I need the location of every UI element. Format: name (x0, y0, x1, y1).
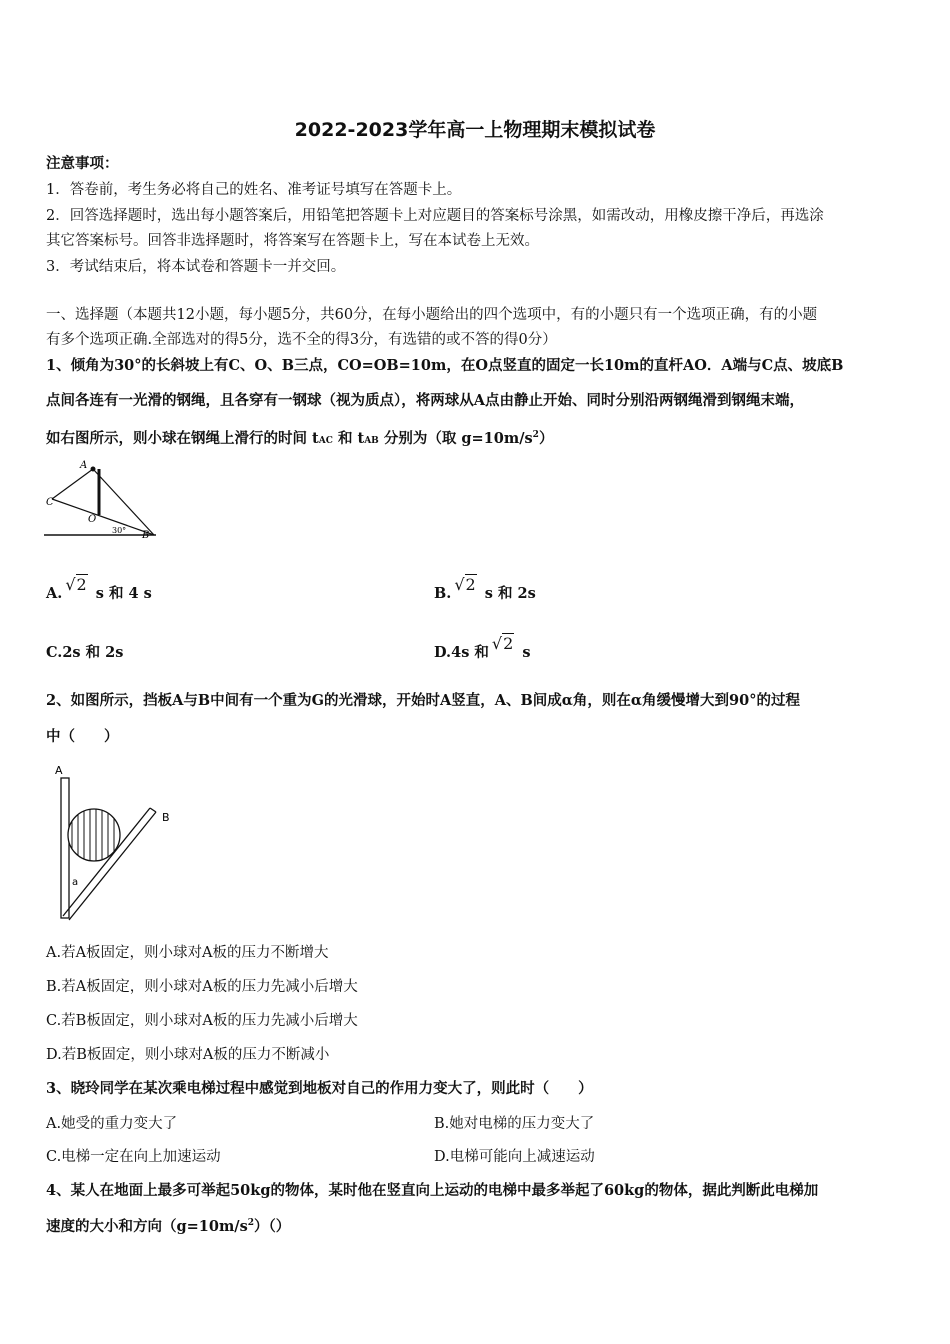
fig-label-a: A (55, 764, 63, 777)
q4-stem: 速度的大小和方向$(g=10m/s^2)()$ (46, 1218, 291, 1235)
q2-stem: 中（ ） (46, 728, 119, 745)
fig-label-b: B (162, 811, 170, 824)
notice-heading: 注意事项： (46, 155, 119, 172)
q1-stem: 1、倾角为30°的长斜坡上有C、O、B三点，CO=OB=10m，在O点竖直的固定一长10m的直杆AO．A端与C点、坡底B (46, 357, 844, 374)
section-heading: 一、选择题（本题共12小题，每小题5分，共60分，在每小题给出的四个选项中，有的小题只有一个选项正确，有的小题 (46, 307, 818, 323)
q2-figure (50, 760, 180, 925)
fig-label-angle: 30° (112, 526, 127, 535)
q2-option-b[interactable]: B.若A板固定，则小球对A板的压力先减小后增大 (46, 979, 358, 995)
q1-option-a[interactable]: A. √2 s 和 4 s (46, 575, 152, 602)
q2-option-d[interactable]: D.若B板固定，则小球对A板的压力不断减小 (46, 1047, 330, 1063)
q1-option-c[interactable]: C.2s 和 2s (46, 644, 124, 661)
q2-option-a[interactable]: A.若A板固定，则小球对A板的压力不断增大 (46, 945, 329, 961)
q1-option-b[interactable]: B. √2 s 和 2s (434, 575, 536, 602)
fig-label-b: B (142, 530, 150, 541)
fig-label-alpha: a (72, 877, 79, 888)
q4-stem: 4、某人在地面上最多可举起50kg的物体，某时他在竖直向上运动的电梯中最多举起了60kg的物体，据此判断此电梯加 (46, 1182, 819, 1199)
q2-stem: 2、如图所示，挡板A与B中间有一个重为G的光滑球，开始时A竖直，A、B间成α角，则在α角缓慢增大到90°的过程 (46, 692, 800, 709)
fig-label-o: O (88, 514, 97, 525)
notice-item: 1．答卷前，考生务必将自己的姓名、准考证号填写在答题卡上。 (46, 182, 462, 198)
q3-option-a[interactable]: A.她受的重力变大了 (46, 1116, 178, 1132)
section-heading: 有多个选项正确.全部选对的得5分，选不全的得3分，有选错的或不答的得0分） (46, 332, 557, 348)
notice-item: 3．考试结束后，将本试卷和答题卡一并交回。 (46, 259, 346, 275)
q3-option-d[interactable]: D.电梯可能向上减速运动 (434, 1149, 595, 1165)
fig-label-a: A (80, 460, 88, 471)
notice-item: 2．回答选择题时，选出每小题答案后，用铅笔把答题卡上对应题目的答案标号涂黑，如需改动，用橡皮擦干净后，再选涂 (46, 208, 824, 224)
q1-stem: 如右图所示，则小球在钢绳上滑行的时间 tAC 和 tAB 分别为（取 $g=10m/s^2$） (46, 430, 554, 447)
q3-stem: 3、晓玲同学在某次乘电梯过程中感觉到地板对自己的作用力变大了，则此时（ ） (46, 1080, 593, 1097)
q1-option-d[interactable]: D.4s 和 √2 s (434, 634, 531, 661)
q3-option-c[interactable]: C.电梯一定在向上加速运动 (46, 1149, 221, 1165)
q1-stem: 点间各连有一光滑的钢绳，且各穿有一钢球（视为质点），将两球从A点由静止开始、同时分别沿两钢绳滑到钢绳末端， (46, 392, 804, 409)
notice-item: 其它答案标号。回答非选择题时，将答案写在答题卡上，写在本试卷上无效。 (46, 233, 539, 249)
q2-option-c[interactable]: C.若B板固定，则小球对A板的压力先减小后增大 (46, 1013, 358, 1029)
q3-option-b[interactable]: B.她对电梯的压力变大了 (434, 1116, 595, 1132)
page-title: 2022-2023学年高一上物理期末模拟试卷 (294, 119, 656, 141)
fig-label-c: C (46, 497, 54, 508)
q1-figure (44, 455, 164, 545)
